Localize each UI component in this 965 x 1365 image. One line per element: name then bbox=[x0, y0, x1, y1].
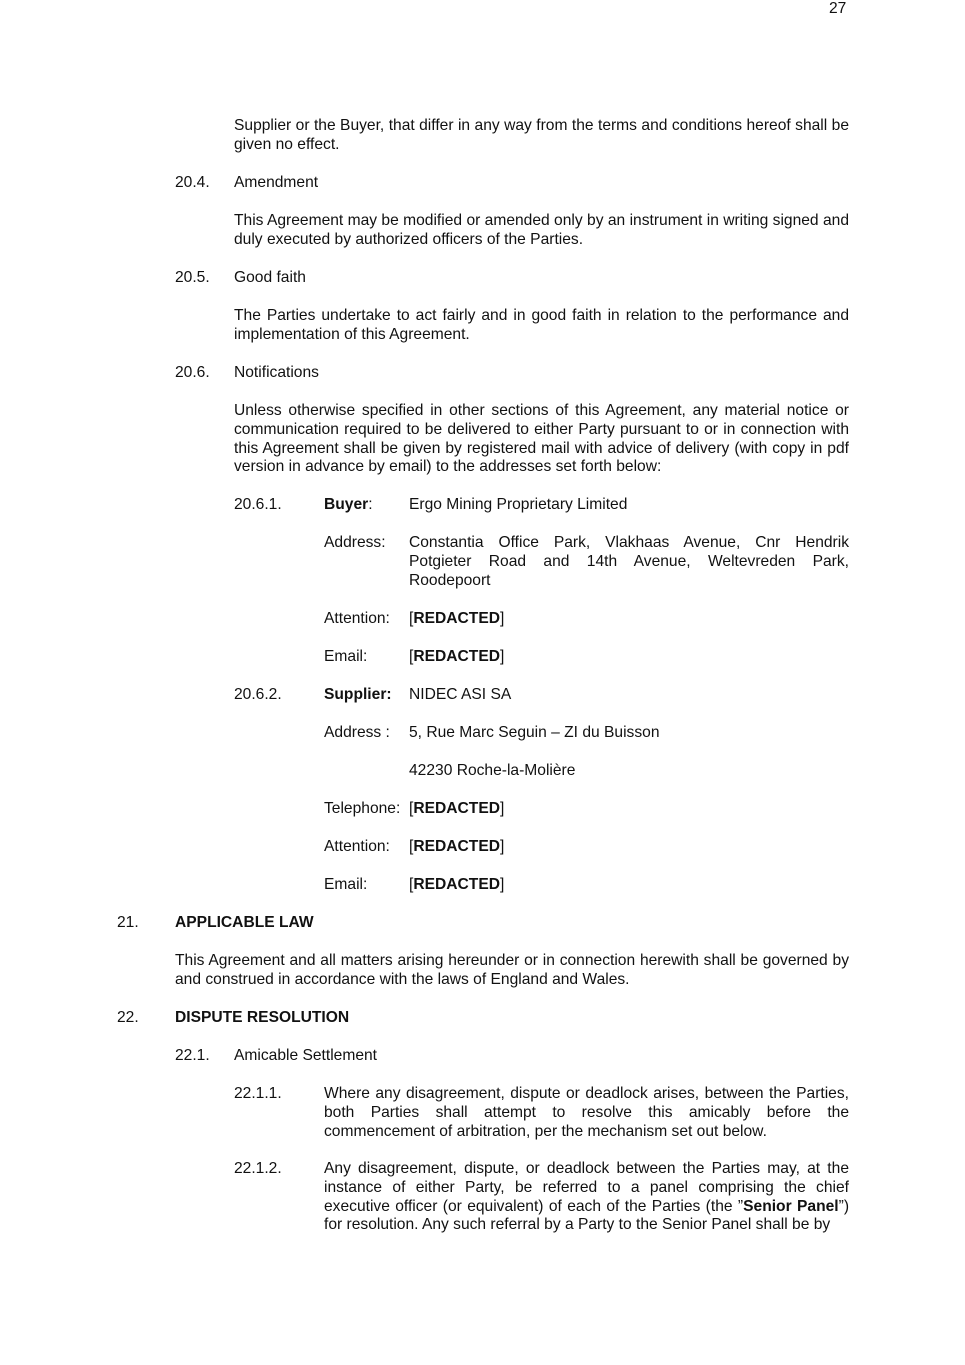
clause-22-1-2-body bbox=[324, 1160, 849, 1235]
bracket-close: ] bbox=[499, 648, 505, 665]
supplier-clause-number: 20.6.2. bbox=[234, 686, 282, 703]
supplier-attention-label: Attention: bbox=[324, 838, 390, 855]
section-21-body: This Agreement and all matters arising hereunder or in connection herewith shall be governed by and construed in accordance with the laws of England and Wales. bbox=[175, 952, 849, 988]
buyer-attention-label: Attention: bbox=[324, 610, 390, 627]
buyer-address: Constantia Office Park, Vlakhaas Avenue, Cnr Hendrik Potgieter Road and 14th Avenue, Weltevreden Park, Roodepoort bbox=[409, 534, 849, 589]
bracket-open: [ bbox=[409, 800, 414, 817]
bracket-close: ] bbox=[499, 610, 505, 627]
supplier-label: Supplier: bbox=[324, 686, 392, 703]
buyer-attention-value bbox=[409, 610, 504, 629]
supplier-email-label: Email: bbox=[324, 876, 368, 893]
buyer-label-colon: : bbox=[368, 496, 373, 513]
section-21-number: 21. bbox=[117, 914, 139, 931]
section-20-6-number: 20.6. bbox=[175, 364, 210, 381]
carry-over-paragraph: Supplier or the Buyer, that differ in any way from the terms and conditions hereof shall be given no effect. bbox=[234, 117, 849, 153]
section-21-heading: APPLICABLE LAW bbox=[175, 914, 314, 931]
supplier-address-line2: 42230 Roche-la-Molière bbox=[409, 762, 576, 779]
clause-22-1-2-text-end: ”) for resolution. Any such referral by a Party to the Senior Panel shall be by bbox=[324, 1197, 850, 1234]
buyer-address-label: Address: bbox=[324, 534, 386, 551]
buyer-email-value bbox=[409, 648, 504, 667]
section-20-5-body: The Parties undertake to act fairly and in good faith in relation to the performance and implementation of this Agreement. bbox=[234, 307, 849, 343]
section-22-number: 22. bbox=[117, 1009, 139, 1026]
redacted-text: REDACTED bbox=[413, 648, 500, 665]
clause-22-1-1-number: 22.1.1. bbox=[234, 1085, 282, 1102]
section-20-5-heading: Good faith bbox=[234, 269, 306, 286]
clause-22-1-1-body: Where any disagreement, dispute or deadlock arises, between the Parties, both Parties shall attempt to resolve this amicably before the commencement of arbitration, per the mechanism set out below. bbox=[324, 1085, 849, 1140]
section-22-1-heading: Amicable Settlement bbox=[234, 1047, 378, 1064]
bracket-close: ] bbox=[499, 800, 505, 817]
bracket-open: [ bbox=[409, 838, 414, 855]
section-20-4-heading: Amendment bbox=[234, 174, 319, 191]
bracket-open: [ bbox=[409, 610, 414, 627]
bracket-open: [ bbox=[409, 648, 414, 665]
supplier-email-value bbox=[409, 876, 504, 895]
section-22-1-number: 22.1. bbox=[175, 1047, 210, 1064]
section-20-6-body: Unless otherwise specified in other sections of this Agreement, any material notice or communication required to be delivered to either Party pursuant to or in connection with this Agreement shall be given by registered mail with advice of delivery (with copy in pdf version in advance by email) to the addresses set forth below: bbox=[234, 402, 849, 476]
redacted-text: REDACTED bbox=[413, 876, 500, 893]
buyer-clause-number: 20.6.1. bbox=[234, 496, 282, 513]
buyer-label bbox=[324, 496, 373, 515]
bracket-close: ] bbox=[499, 838, 505, 855]
section-22-heading: DISPUTE RESOLUTION bbox=[175, 1009, 350, 1026]
section-20-6-heading: Notifications bbox=[234, 364, 319, 381]
redacted-text: REDACTED bbox=[413, 610, 500, 627]
bracket-open: [ bbox=[409, 876, 414, 893]
buyer-label-text: Buyer bbox=[324, 496, 369, 513]
clause-22-1-2-text-start: Any disagreement, dispute, or deadlock between the Parties may, at the instance of either Party, be referred to a panel comprising the chief executive officer (or equivalent) of each of the Parties (the ” bbox=[324, 1160, 849, 1215]
redacted-text: REDACTED bbox=[413, 838, 500, 855]
senior-panel-term: Senior Panel bbox=[743, 1197, 839, 1215]
section-20-4-number: 20.4. bbox=[175, 174, 210, 191]
redacted-text: REDACTED bbox=[413, 800, 500, 817]
supplier-address-line1: 5, Rue Marc Seguin – ZI du Buisson bbox=[409, 724, 660, 741]
page-number: 27 bbox=[829, 0, 847, 17]
bracket-close: ] bbox=[499, 876, 505, 893]
supplier-telephone-label: Telephone: bbox=[324, 800, 401, 817]
section-20-5-number: 20.5. bbox=[175, 269, 210, 286]
supplier-telephone-value bbox=[409, 800, 504, 819]
supplier-name: NIDEC ASI SA bbox=[409, 686, 512, 703]
section-20-4-body: This Agreement may be modified or amended only by an instrument in writing signed and duly executed by authorized officers of the Parties. bbox=[234, 212, 849, 248]
supplier-address-label: Address : bbox=[324, 724, 390, 741]
clause-22-1-2-number: 22.1.2. bbox=[234, 1160, 282, 1177]
supplier-attention-value bbox=[409, 838, 504, 857]
buyer-email-label: Email: bbox=[324, 648, 368, 665]
buyer-name: Ergo Mining Proprietary Limited bbox=[409, 496, 628, 513]
